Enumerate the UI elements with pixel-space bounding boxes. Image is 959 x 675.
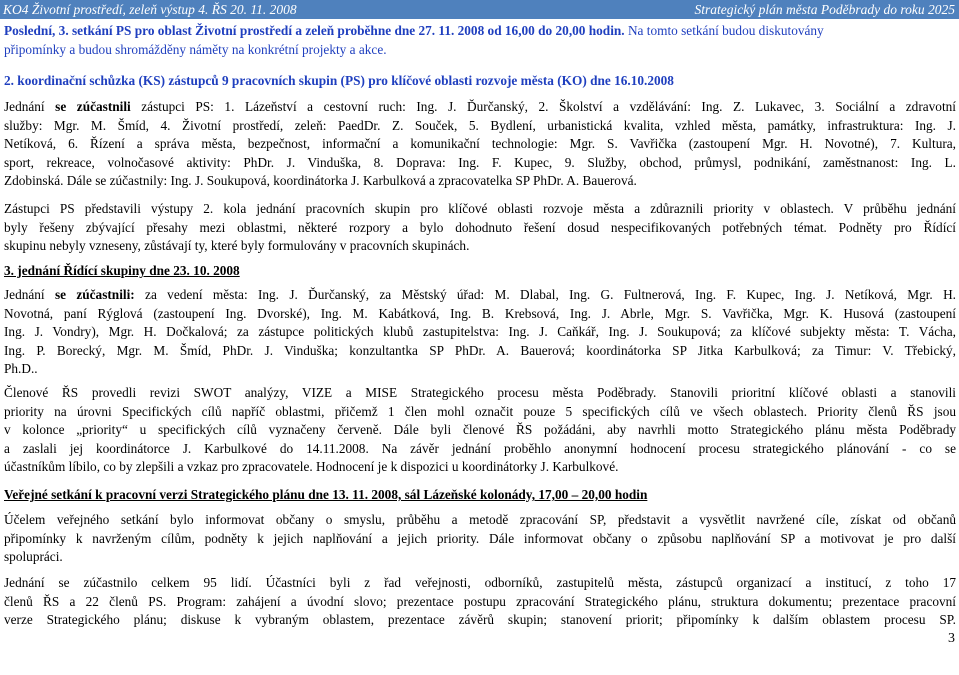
- attendance-line: Netíková, 6. Řízení a správa města, bezpečnost, informační a komunikační technologie: Mgr. S. Vavřička (zastoupení Mgr. H. Novotné), 7. Kultura,: [4, 136, 956, 152]
- attendance-line: Ing. P. Borecký, Mgr. M. Šmíd, PhDr. J. Vinduška; konzultantka SP PhDr. A. Bauerová; koordinátorka SP Jitka Karbulková; za Timur: V. Třebický,: [4, 342, 956, 358]
- purpose-line: spolupráci.: [4, 549, 63, 565]
- meeting-attendance-line: verze Strategického plánu; diskuse k vybraným oblastem, prezentace závěrů skupin; stanovení priorit; připomínky k dalším oblastem procesu SP.: [4, 612, 956, 628]
- intro-paragraph: [4, 22, 956, 59]
- attendance-line: zástupci PS: 1. Lázeňství a cestovní ruch: Ing. J. Ďurčanský, 2. Školství a vzdělávání: Ing. Z. Lukavec, 3. Sociální a zdravotní: [130, 99, 956, 114]
- attendance-line: Novotná, paní Rýglová (zastoupení Ing. Dvorské), Ing. M. Kabátková, Ing. B. Krebsová, Ing. J. Abrle, Mgr. S. Vavřička, Mgr. K. Husová (zastoupení: [4, 305, 956, 321]
- public-meeting-attendance: [4, 574, 956, 630]
- swot-line: účastníkům líbilo, co by zlepšili a vzkaz pro zpracovatele. Hodnocení je k dispozici u koordinátorky J. Karbulkové.: [4, 459, 619, 475]
- section3-heading-block: [4, 262, 956, 281]
- attendance-line: za vedení města: Ing. J. Ďurčanský, za Městský úřad: M. Dlabal, Ing. G. Fultnerová, Ing. F. Kupec, Ing. J. Netíková, Mgr. H.: [134, 287, 956, 302]
- attendance-lead: Jednání: [4, 99, 56, 114]
- header-right-title: Strategický plán města Poděbrady do roku 2025: [694, 2, 955, 17]
- section2-heading: 2. koordinační schůzka (KS) zástupců 9 pracovních skupin (PS) pro klíčové oblasti rozvoje města (KO) dne 16.10.2008: [4, 73, 674, 88]
- meeting-attendance-line: Jednání se zúčastnilo celkem 95 lidí. Účastníci byli z řad veřejnosti, odborníků, zastupitelů města, zástupců organizací a institucí, z toho 17: [4, 575, 956, 590]
- swot-line: priority na úrovni Specifických cílů napříč oblastmi, přičemž 1 člen mohl označit pouze 5 specifických cílů ve všech oblastech. Priority členů ŘS jsou: [4, 403, 956, 419]
- purpose-line: připomínky k navrženým cílům, podněty k jejich naplňování a jejich priority. Dále informovat občany o způsobu naplňování SP a motivovat je pro další: [4, 530, 956, 546]
- attendance-line: sport, rekreace, volnočasové aktivity: PhDr. J. Vinduška, 8. Doprava: Ing. F. Kupec, 9. Služby, obchod, průmysl, podnikání, zaměstnanost: Ing. L.: [4, 154, 956, 170]
- swot-line: a zaslali jej koordinátorce J. Karbulkové do 14.11.2008. Na závěr jednání proběhlo anonymní hodnocení procesu strategického plánování - co se: [4, 440, 956, 456]
- summary-line: Zástupci PS představili výstupy 2. kola jednání pracovních skupin pro klíčové oblasti rozvoje města a zdůraznili priority v oblastech. V průběhu jednání: [4, 201, 956, 216]
- swot-line: v kolonce „priority“ u specifických cílů vyznačeny červeně. Dále byli členové ŘS požádáni, aby navrhli motto Strategického plánu města Poděbrady: [4, 422, 956, 438]
- section3-heading: 3. jednání Řídící skupiny dne 23. 10. 2008: [4, 263, 240, 278]
- section2-attendance: [4, 98, 956, 191]
- purpose-line: Účelem veřejného setkání bylo informovat občany o smyslu, průběhu a metodě zpracování SP, představit a vysvětlit navržené cíle, získat od občanů: [4, 512, 956, 527]
- page-header: [0, 0, 959, 19]
- swot-line: Členové ŘS provedli revizi SWOT analýzy, VIZE a MISE Strategického procesu města Poděbrady. Stanovili prioritní klíčové oblasti a stanovili: [4, 385, 956, 400]
- attendance-line: Ing. J. Vondry), Mgr. H. Dočkalová; za zástupce politických klubů zastupitelstva: Ing. J. Caňkář, Ing. J. Soukupová; za klíčové subjekty města: T. Vácha,: [4, 324, 956, 340]
- attendance-line: služby: Mgr. M. Šmíd, 4. Životní prostředí, zeleň: PaedDr. Z. Souček, 5. Bydlení, urbanistická kvalita, vzhled města, památky, infrastruktura: Ing. J.: [4, 117, 956, 133]
- page-number: 3: [948, 631, 955, 646]
- meeting-attendance-line: členů ŘS a 22 členů PS. Program: zahájení a úvodní slovo; prezentace postupu zpracování Strategického plánu, struktura dokumentu; prezentace pracovní: [4, 593, 956, 609]
- attendance-line: Zdobinská. Dále se zúčastnily: Ing. J. Soukupová, koordinátorka J. Karbulková a zpracovatelka SP PhDr. A. Bauerová.: [4, 173, 637, 189]
- section2-summary: [4, 200, 956, 256]
- section3-swot-paragraph: [4, 384, 956, 477]
- public-meeting-heading: Veřejné setkání k pracovní verzi Strategického plánu dne 13. 11. 2008, sál Lázeňské kolonády, 17,00 – 20,00 hodin: [4, 487, 648, 502]
- intro-line-2: připomínky a budou shromážděny náměty na konkrétní projekty a akce.: [4, 41, 387, 57]
- public-meeting-heading-block: [4, 486, 956, 505]
- section2-heading-block: [4, 72, 956, 91]
- summary-line: skupinu nebyly vzneseny, zůstávají ty, které byly formulovány v pracovních skupinách.: [4, 238, 470, 254]
- intro-bold-date: Poslední, 3. setkání PS pro oblast Životní prostředí a zeleň proběhne dne 27. 11. 2008 od 16,00 do 20,00 hodin.: [4, 23, 625, 38]
- intro-rest: Na tomto setkání budou diskutovány: [624, 23, 824, 38]
- summary-line: byly řešeny zbývající přesahy mezi oblastmi, některé rozpory a bylo dohodnuto řešení dosud nespecifikovaných potřebných témat. Podněty pro Řídící: [4, 219, 956, 235]
- attendance-bold: se zúčastnili: [55, 99, 131, 114]
- attendance-line: Ph.D..: [4, 361, 38, 377]
- section3-attendance: [4, 286, 956, 379]
- header-left-title: KO4 Životní prostředí, zeleň výstup 4. ŘS 20. 11. 2008: [3, 2, 297, 17]
- attendance-lead: Jednání: [4, 287, 55, 302]
- public-meeting-purpose: [4, 511, 956, 567]
- attendance-bold: se zúčastnili:: [54, 287, 135, 302]
